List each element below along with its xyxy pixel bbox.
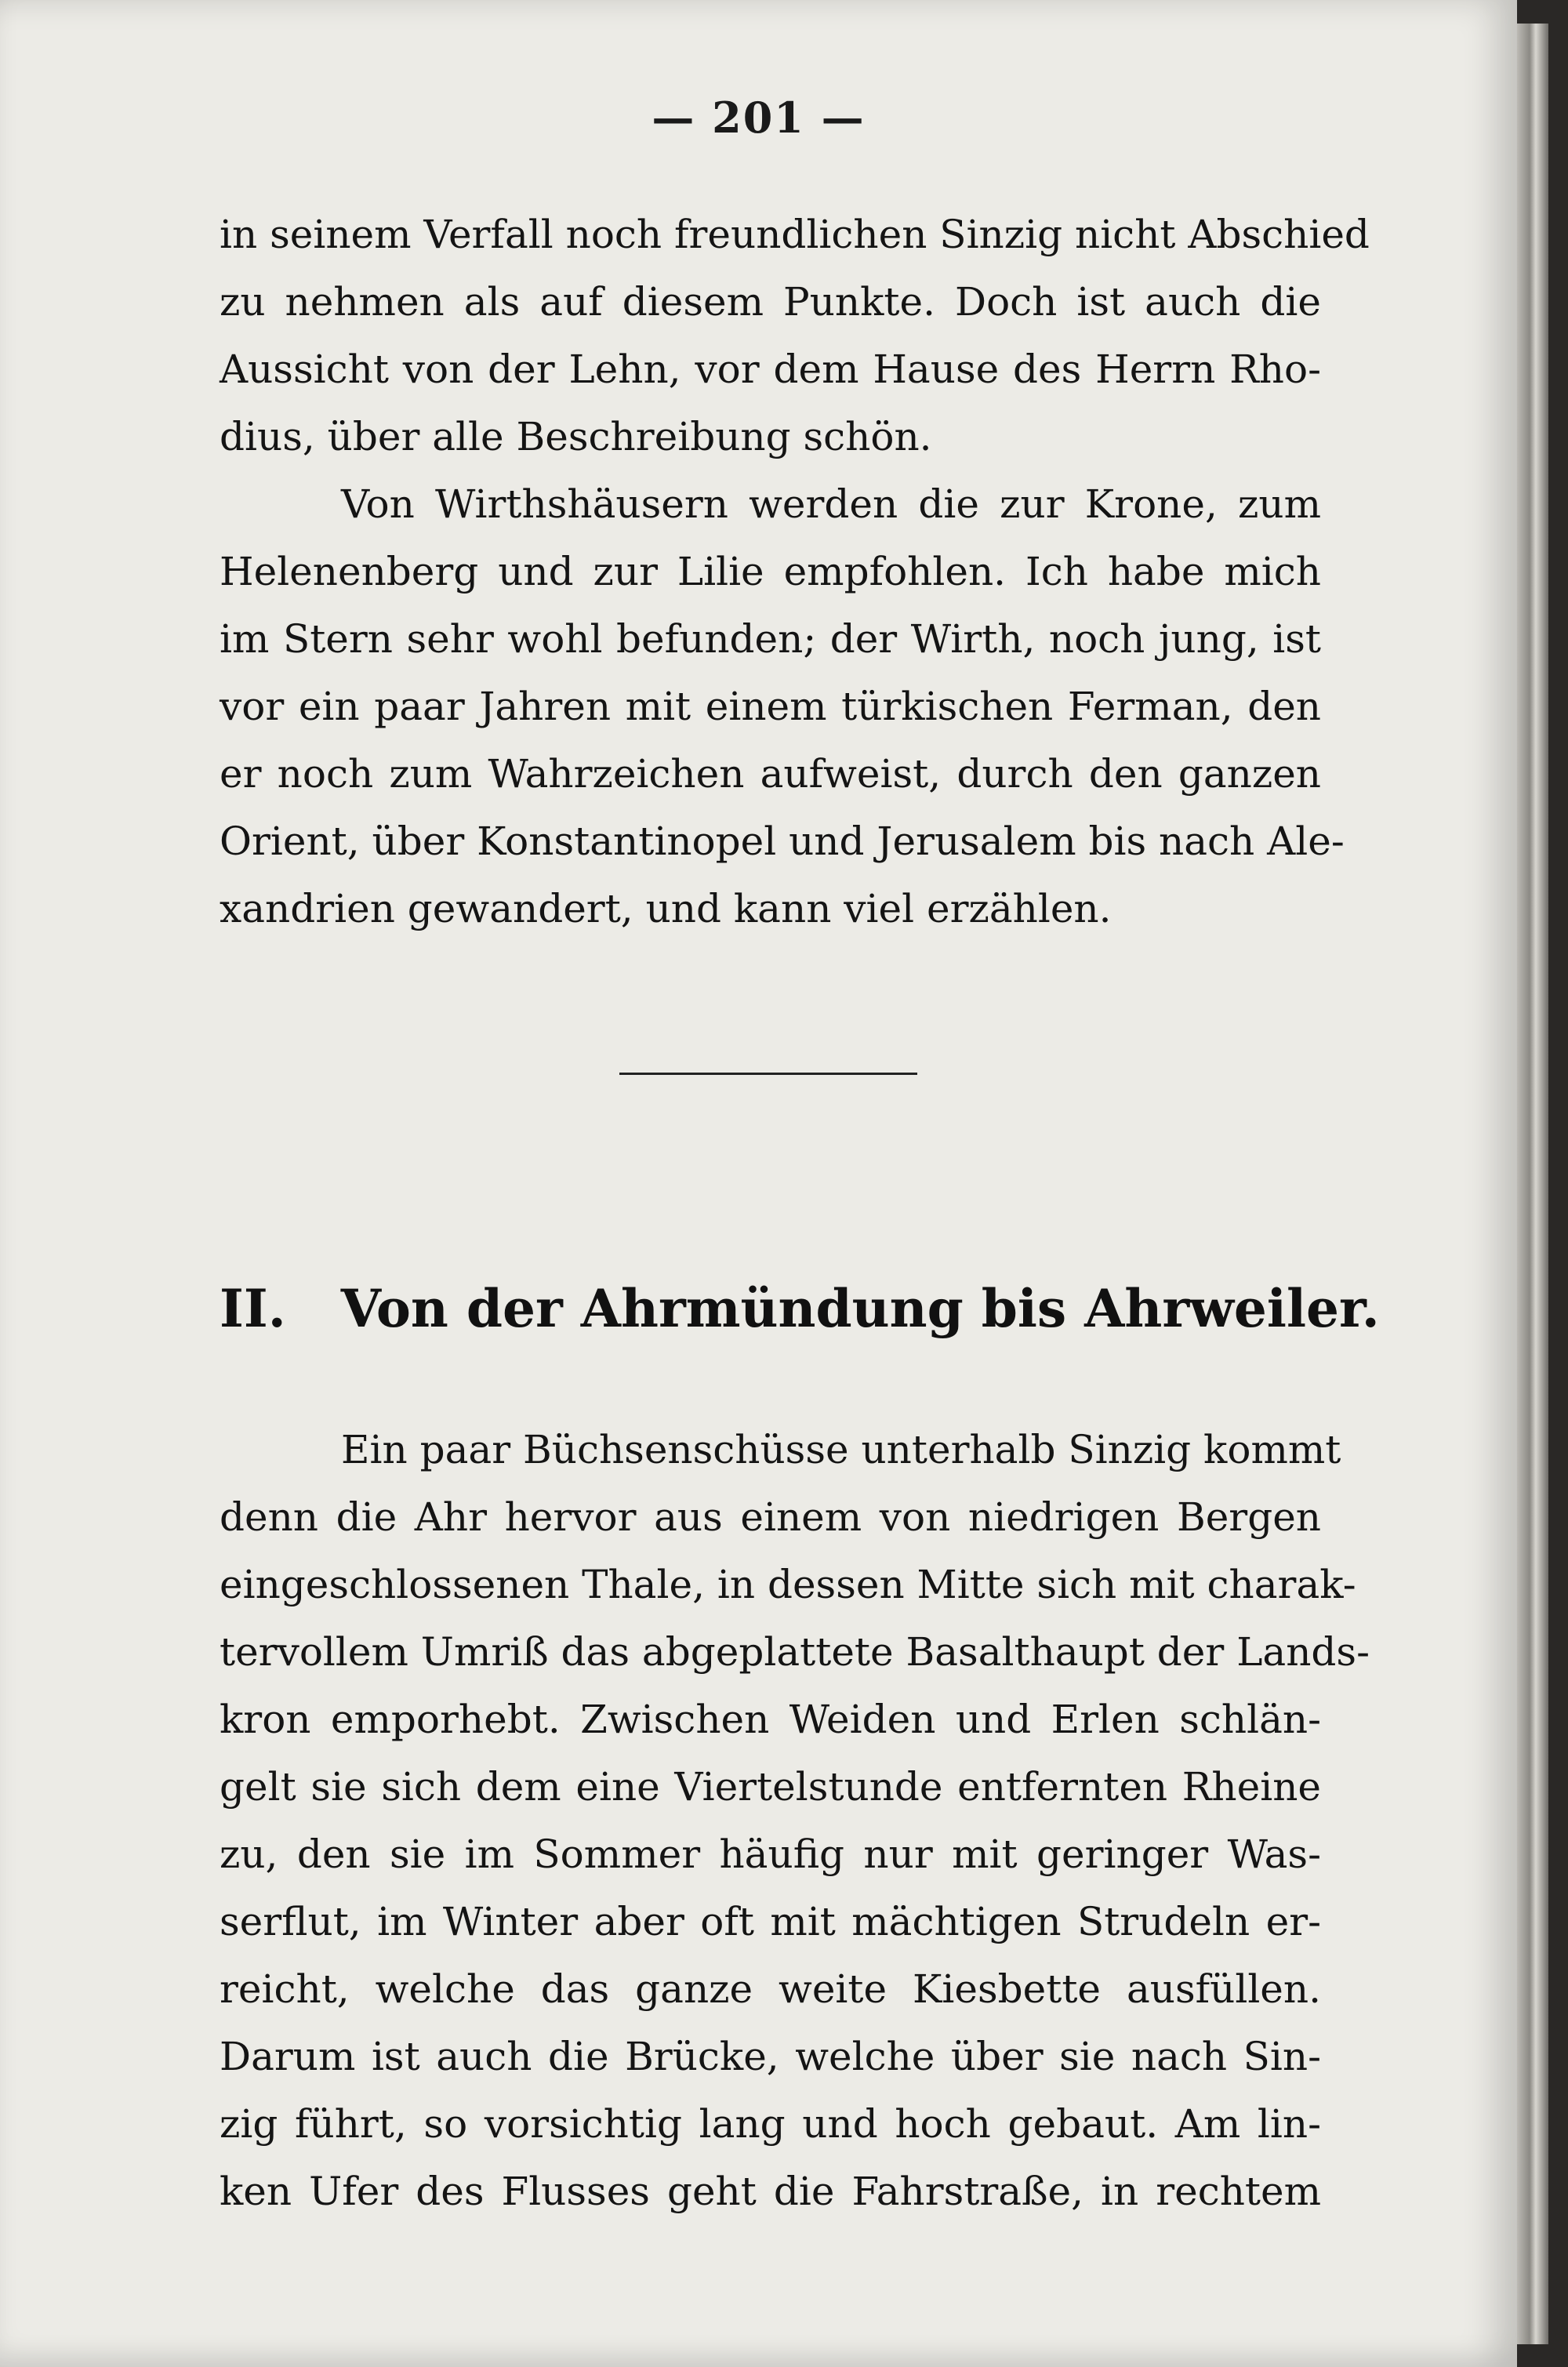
text-line: Helenenberg und zur Lilie empfohlen. Ich habe mich [220,549,1321,594]
text-line: Von Wirthshäusern werden die zur Krone, zum [341,481,1321,527]
text-line: kron emporhebt. Zwischen Weiden und Erlen schlän- [220,1697,1321,1742]
body-text-bottom [220,1416,1370,2225]
page-stack-edge [1517,24,1548,2344]
text-line: xandrien gewandert, und kann viel erzählen. [220,886,1112,931]
text-line: denn die Ahr hervor aus einem von niedrigen Bergen [220,1494,1321,1540]
text-line: dius, über alle Beschreibung schön. [220,414,932,459]
section-divider [619,1073,917,1075]
text-line: in seinem Verfall noch freundlichen Sinzig nicht Abschied [220,212,1370,257]
page-number: — 201 — [652,93,866,143]
text-line: gelt sie sich dem eine Viertelstunde entfernten Rheine [220,1764,1321,1810]
text-line: zu, den sie im Sommer häufig nur mit geringer Was- [220,1832,1321,1877]
text-line: er noch zum Wahrzeichen aufweist, durch den ganzen [220,751,1321,797]
section-number: II. [220,1278,286,1339]
text-line: zu nehmen als auf diesem Punkte. Doch ist auch die [220,279,1321,325]
text-line: im Stern sehr wohl befunden; der Wirth, noch jung, ist [220,616,1321,662]
text-line: vor ein paar Jahren mit einem türkischen Ferman, den [220,684,1321,729]
text-line: tervollem Umriß das abgeplattete Basalthaupt der Lands- [220,1629,1370,1675]
text-line: Darum ist auch die Brücke, welche über sie nach Sin- [220,2034,1321,2079]
text-line: zig führt, so vorsichtig lang und hoch gebaut. Am lin- [220,2101,1321,2147]
text-line: serflut, im Winter aber oft mit mächtigen Strudeln er- [220,1899,1321,1944]
text-line: Aussicht von der Lehn, vor dem Hause des Herrn Rho- [220,347,1321,392]
text-line: ken Ufer des Flusses geht die Fahrstraße, in rechtem [220,2169,1321,2214]
text-line: reicht, welche das ganze weite Kiesbette ausfüllen. [220,1966,1321,2012]
text-line: Ein paar Büchsenschüsse unterhalb Sinzig kommt [341,1427,1341,1472]
text-line: Orient, über Konstantinopel und Jerusalem bis nach Ale- [220,819,1345,864]
body-text-top [220,201,1370,942]
section-heading [220,1278,1380,1339]
section-title: Von der Ahrmündung bis Ahrweiler. [340,1278,1380,1339]
text-line: eingeschlossenen Thale, in dessen Mitte sich mit charak- [220,1562,1356,1607]
